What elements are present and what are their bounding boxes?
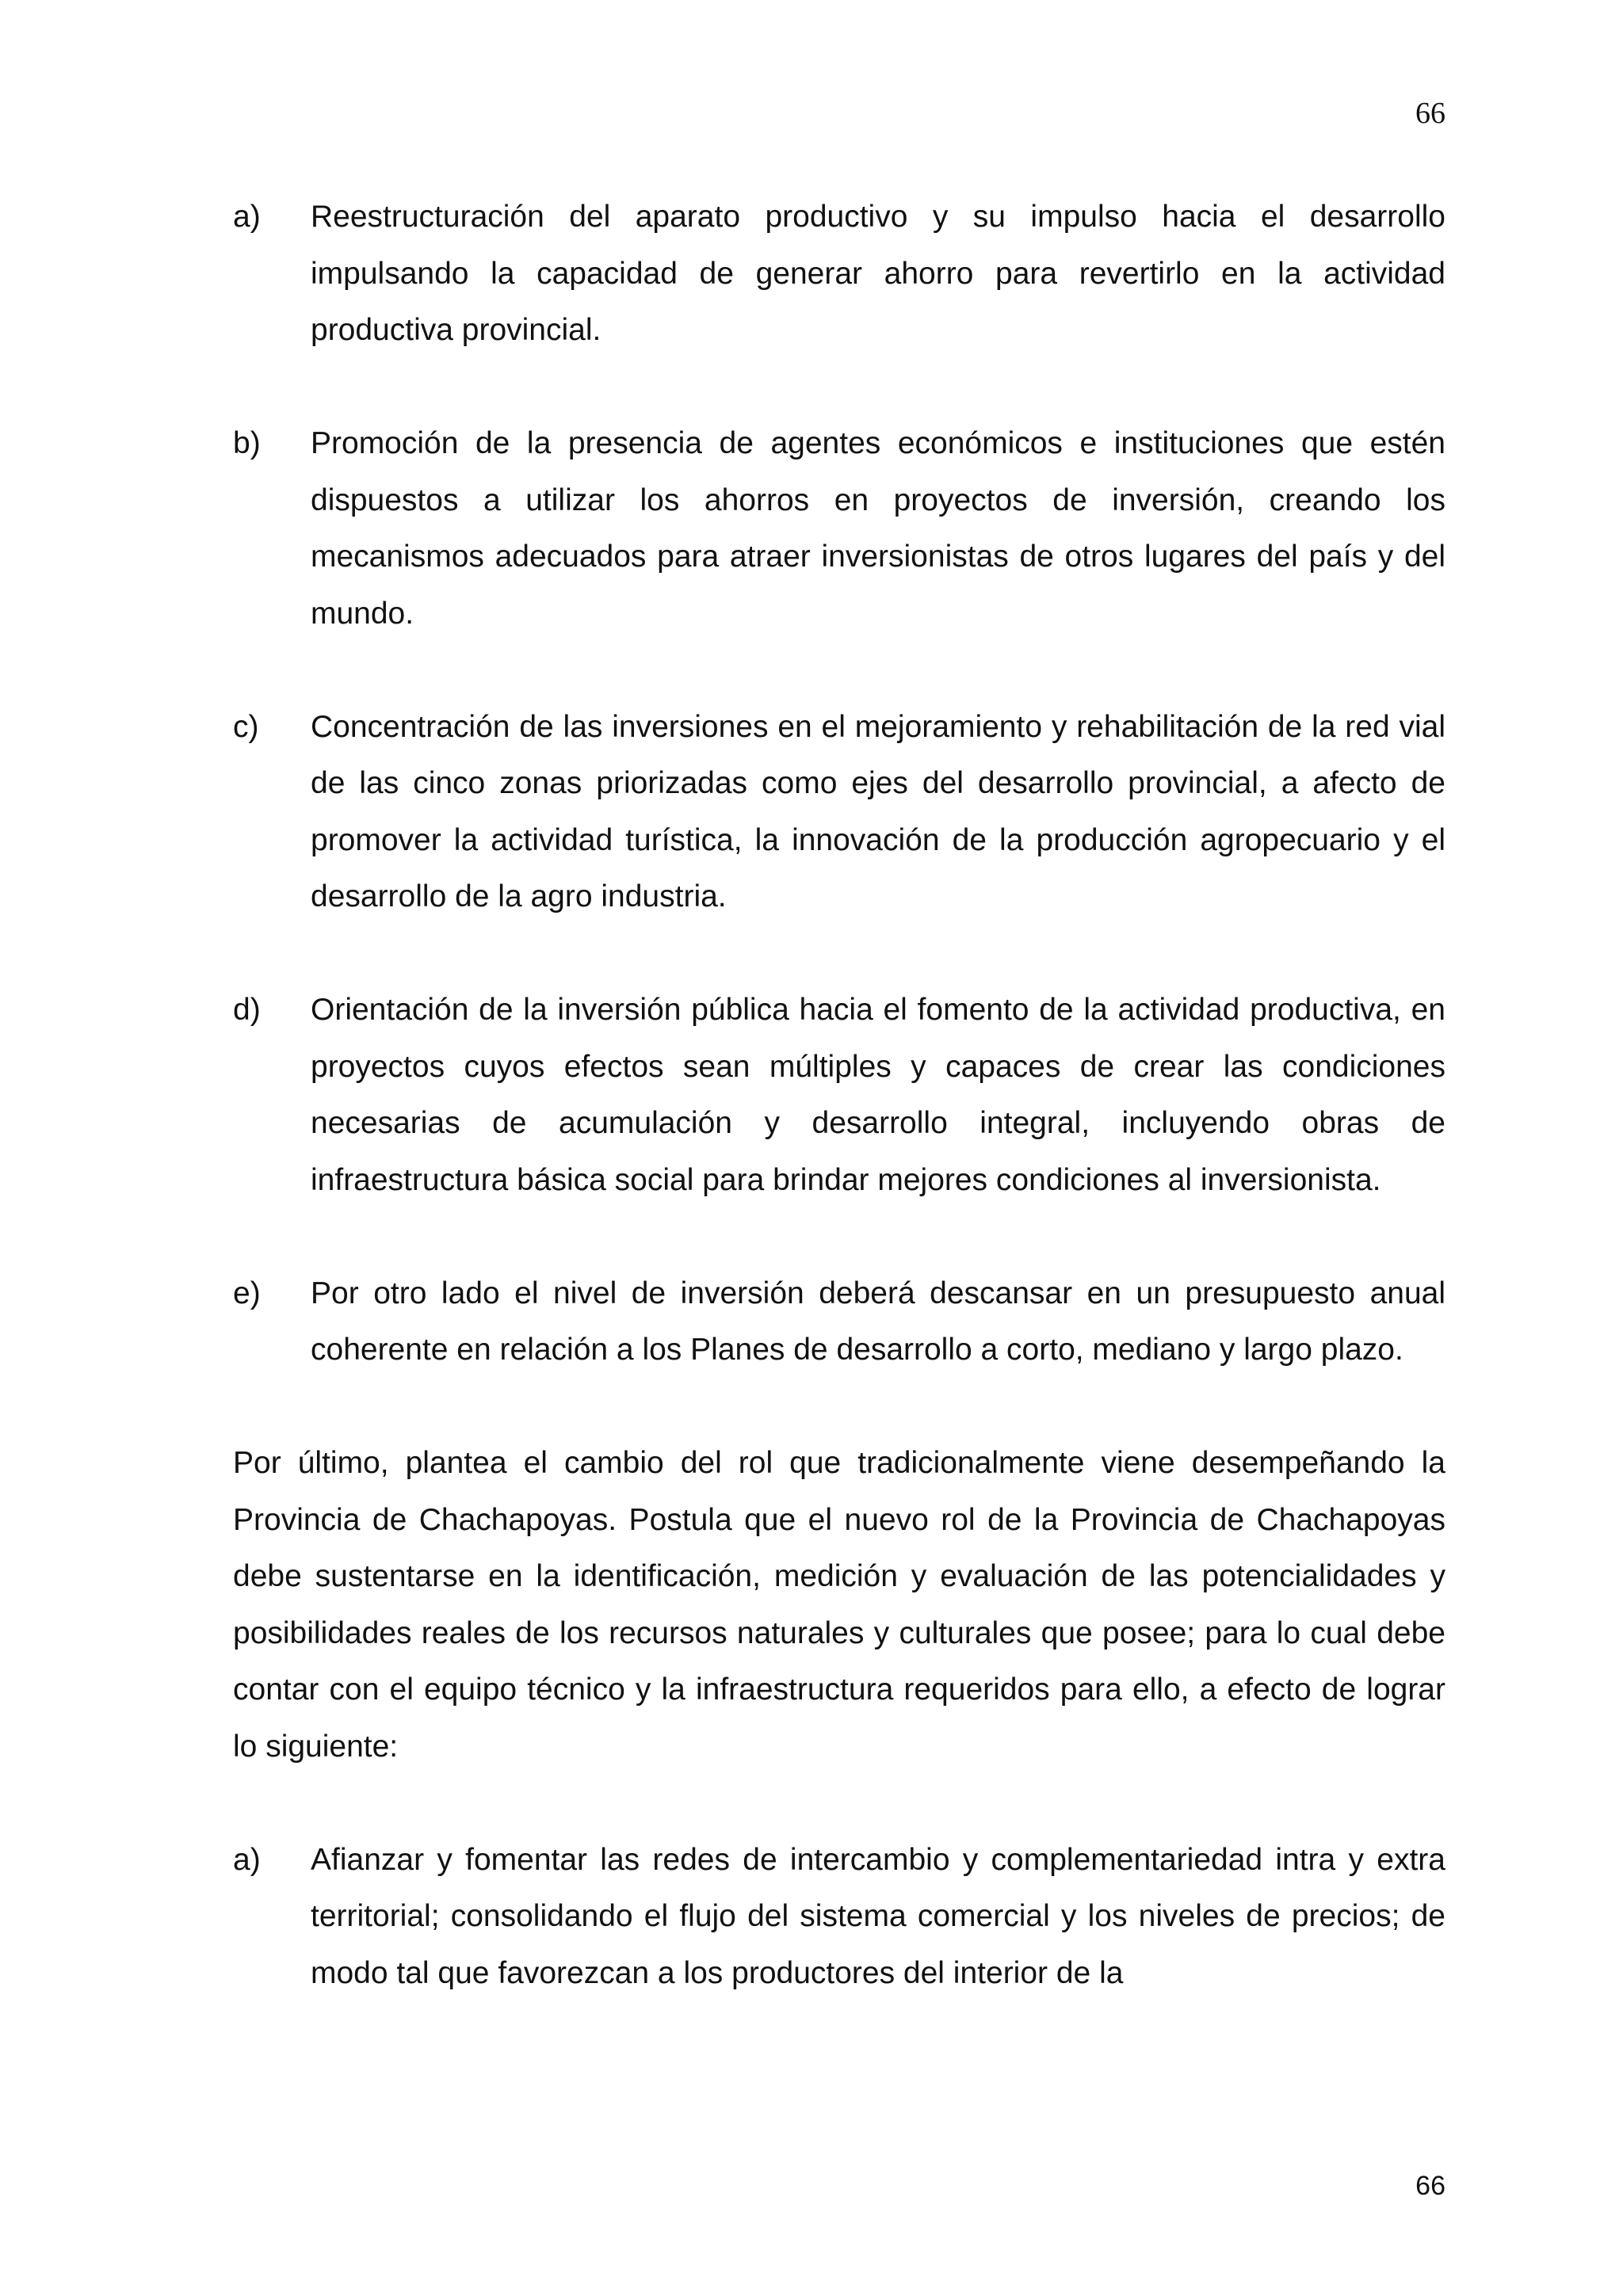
list-item-text: Afianzar y fomentar las redes de intercambio y complementariedad intra y extra territorial; consolidando el flujo del sistema comercial y los niveles de precios; de modo tal que favorezcan a los productores del interior de la — [311, 1842, 1445, 1990]
list-item — [233, 189, 1445, 359]
list-item-text: Orientación de la inversión pública hacia el fomento de la actividad productiva, en proyectos cuyos efectos sean múltiples y capaces de crear las condiciones necesarias de acumulación y desarrollo integral, incluyendo obras de infraestructura básica social para brindar mejores condiciones al inversionista. — [311, 993, 1445, 1197]
list-marker: a) — [233, 1842, 261, 1877]
page-number-top: 66 — [1415, 97, 1445, 130]
list-item — [233, 699, 1445, 925]
list-marker: e) — [233, 1276, 261, 1310]
list-item-text: Reestructuración del aparato productivo y su impulso hacia el desarrollo impulsando la capacidad de generar ahorro para revertirlo en la actividad productiva provincial. — [311, 200, 1445, 347]
document-body — [233, 189, 1445, 2001]
list-marker: c) — [233, 709, 259, 744]
list-item — [233, 1265, 1445, 1379]
list-item — [233, 982, 1445, 1208]
page-number-bottom: 66 — [1415, 2171, 1445, 2201]
list-marker: a) — [233, 200, 261, 234]
list-marker: b) — [233, 426, 261, 460]
list-item — [233, 415, 1445, 642]
list-item-text: Promoción de la presencia de agentes económicos e instituciones que estén dispuestos a utilizar los ahorros en proyectos de inversión, creando los mecanismos adecuados para atraer inversionistas de otros lugares del país y del mundo. — [311, 426, 1445, 631]
list-item-text: Por otro lado el nivel de inversión deberá descansar en un presupuesto anual coherente en relación a los Planes de desarrollo a corto, mediano y largo plazo. — [311, 1276, 1445, 1367]
list-marker: d) — [233, 993, 261, 1027]
list-item — [233, 1832, 1445, 2002]
list-item-text: Concentración de las inversiones en el mejoramiento y rehabilitación de la red vial de las cinco zonas priorizadas como ejes del desarrollo provincial, a afecto de promover la actividad turística, la innovación de la producción agropecuario y el desarrollo de la agro industria. — [311, 709, 1445, 913]
body-paragraph: Por último, plantea el cambio del rol que tradicionalmente viene desempeñando la Provincia de Chachapoyas. Postula que el nuevo rol de la Provincia de Chachapoyas debe sustentarse en la identificación, medición y evaluación de las potencialidades y posibilidades reales de los recursos naturales y culturales que posee; para lo cual debe contar con el equipo técnico y la infraestructura requeridos para ello, a efecto de lograr lo siguiente: — [233, 1446, 1445, 1764]
